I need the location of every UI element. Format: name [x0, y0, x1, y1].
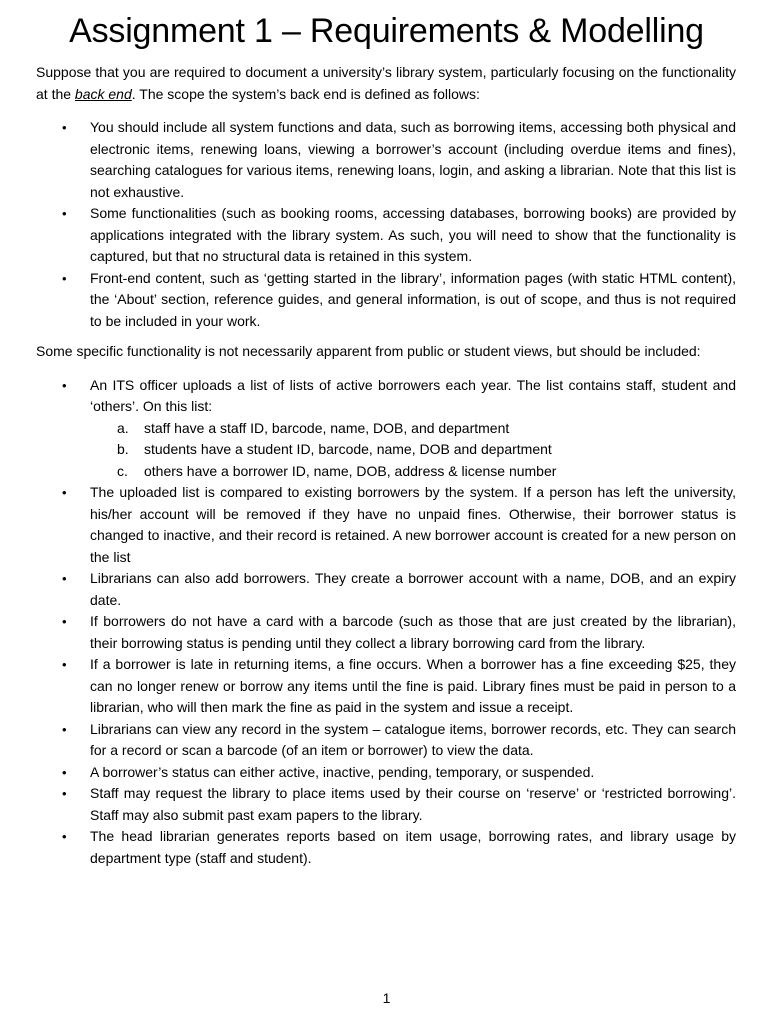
- bullet-icon: •: [62, 614, 67, 629]
- specific-item-text: Librarians can view any record in the system – catalogue items, borrower records, etc. They can search for a record or scan a barcode (of an item or borrower) to view the data.: [90, 720, 736, 758]
- document-body: [36, 62, 736, 869]
- specific-item-text: An ITS officer uploads a list of lists of active borrowers each year. The list contains staff, student and ‘others’. On this list:: [90, 376, 736, 414]
- bullet-icon: •: [62, 120, 67, 135]
- bullet-icon: •: [62, 571, 67, 586]
- borrower-type-list: [90, 418, 736, 483]
- specific-list: [36, 375, 736, 870]
- specific-item: [36, 826, 736, 869]
- scope-item: [36, 268, 736, 333]
- scope-item-text: You should include all system functions and data, such as borrowing items, accessing both physical and electronic items, renewing loans, viewing a borrower’s account (including overdue items and fines), searching catalogues for various items, renewing loans, login, and asking a librarian. Note that this list is not exhaustive.: [90, 119, 736, 200]
- page-number: 1: [382, 990, 391, 1006]
- sub-list-marker: a.: [117, 419, 129, 436]
- bullet-icon: •: [62, 829, 67, 844]
- sub-list-marker: b.: [117, 441, 129, 457]
- specific-item: [36, 568, 736, 611]
- bullet-icon: •: [62, 764, 67, 780]
- bullet-icon: •: [62, 377, 67, 393]
- bullet-icon: •: [62, 485, 67, 500]
- specific-item: [36, 482, 736, 568]
- specific-item-text: If a borrower is late in returning items, a fine occurs. When a borrower has a fine exceeding $25, they can no longer renew or borrow any items until the fine is paid. Library fines must be paid in person to a librarian, who will then mark the fine as paid in the system and issue a receipt.: [90, 656, 736, 715]
- sub-list-item: [90, 461, 736, 483]
- specific-item: [36, 654, 736, 719]
- specific-item: [36, 719, 736, 762]
- specific-item-text: A borrower’s status can either active, inactive, pending, temporary, or suspended.: [90, 763, 595, 780]
- bullet-icon: •: [62, 786, 67, 801]
- sub-list-text: others have a borrower ID, name, DOB, address & license number: [144, 462, 557, 479]
- bullet-icon: •: [62, 206, 67, 221]
- sub-list-item: [90, 418, 736, 440]
- specific-item: [36, 783, 736, 826]
- scope-item: [36, 117, 736, 203]
- intro-text-after: . The scope the system’s back end is defined as follows:: [131, 85, 480, 102]
- intro-emphasis: back end: [74, 85, 132, 102]
- bullet-icon: •: [62, 270, 67, 286]
- sub-list-text: staff have a staff ID, barcode, name, DOB, and department: [144, 419, 510, 436]
- specific-intro-paragraph: Some specific functionality is not necessarily apparent from public or student views, but should be included:: [36, 343, 701, 359]
- bullet-icon: •: [62, 721, 67, 737]
- specific-item-text: Staff may request the library to place items used by their course on ‘reserve’ or ‘restricted borrowing’. Staff may also submit past exam papers to the library.: [90, 785, 736, 823]
- specific-item-text: The head librarian generates reports based on item usage, borrowing rates, and library usage by department type (staff and student).: [90, 828, 736, 866]
- specific-item-text: The uploaded list is compared to existing borrowers by the system. If a person has left the university, his/her account will be removed if they have no unpaid fines. Otherwise, their borrower status is changed to inactive, and their record is retained. A new borrower account is created for a new person on the list: [90, 484, 736, 565]
- intro-paragraph: [36, 62, 736, 105]
- specific-item: [36, 762, 736, 784]
- scope-item-text: Front-end content, such as ‘getting started in the library’, information pages (with static HTML content), the ‘About’ section, reference guides, and general information, is out of scope, and thus is not required to be included in your work.: [90, 269, 736, 329]
- specific-item: [36, 611, 736, 654]
- scope-item: [36, 203, 736, 268]
- bullet-icon: •: [62, 657, 67, 672]
- intro-text-before: Suppose that you are required to document a university’s library system, particularly focusing on the functionality at the: [36, 64, 736, 102]
- sub-list-item: [90, 439, 736, 461]
- page-title: Assignment 1 – Requirements & Modelling: [69, 12, 704, 50]
- sub-list-text: students have a student ID, barcode, name, DOB and department: [144, 441, 552, 457]
- specific-item-text: If borrowers do not have a card with a barcode (such as those that are just created by the librarian), their borrowing status is pending until they collect a library borrowing card from the library.: [90, 613, 736, 651]
- specific-item-text: Librarians can also add borrowers. They create a borrower account with a name, DOB, and an expiry date.: [90, 570, 736, 608]
- scope-list: [36, 117, 736, 332]
- specific-item: [36, 375, 736, 483]
- sub-list-marker: c.: [117, 462, 128, 479]
- scope-item-text: Some functionalities (such as booking rooms, accessing databases, borrowing books) are provided by applications integrated with the library system. As such, you will need to show that the functionality is captured, but that no structural data is retained in this system.: [90, 205, 736, 264]
